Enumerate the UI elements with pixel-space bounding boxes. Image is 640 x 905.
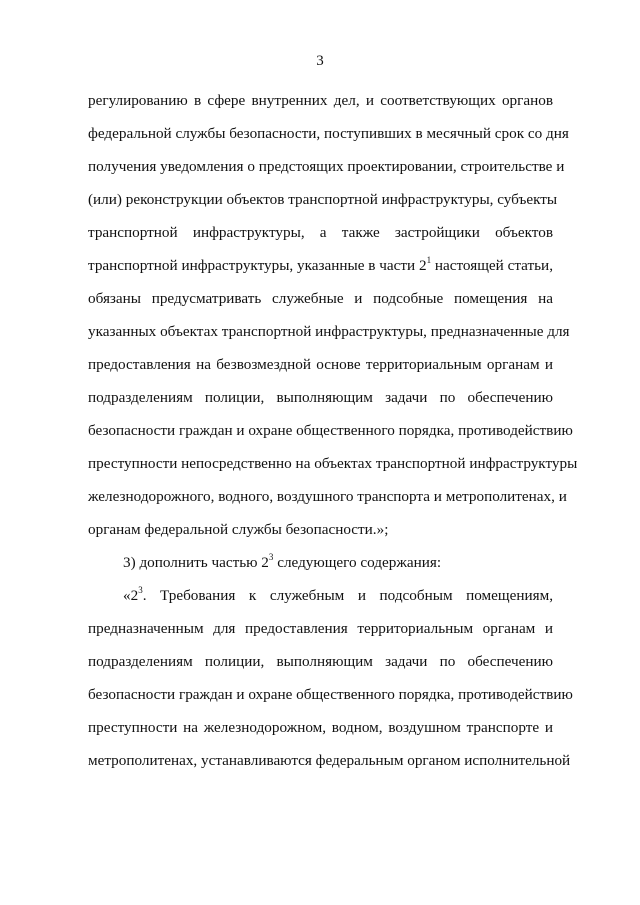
text-line: подразделениям полиции, выполняющим задачи по обеспечению [88, 389, 553, 406]
text-fragment: следующего содержания: [273, 554, 442, 571]
text-line: преступности на железнодорожном, водном, воздушном транспорте и [88, 719, 553, 736]
text-line: регулированию в сфере внутренних дел, и соответствующих органов [88, 92, 553, 109]
text-fragment: 3) дополнить частью 2 [123, 554, 269, 571]
superscript: 3 [138, 584, 143, 595]
text-line: получения уведомления о предстоящих проектировании, строительстве и [88, 158, 565, 175]
text-line: предоставления на безвозмездной основе территориальным органам и [88, 356, 553, 373]
superscript: 1 [426, 254, 432, 265]
text-line: органам федеральной службы безопасности.»; [88, 521, 389, 538]
page-number: 3 [316, 53, 324, 69]
text-line: преступности непосредственно на объектах транспортной инфраструктуры [88, 455, 578, 472]
superscript: 3 [268, 551, 274, 562]
text-line: обязаны предусматривать служебные и подсобные помещения на [88, 290, 553, 307]
text-line [123, 586, 553, 606]
text-line: федеральной службы безопасности, поступивших в месячный срок со дня [88, 125, 569, 142]
text-line: безопасности граждан и охране общественного порядка, противодействию [88, 422, 573, 439]
text-line: метрополитенах, устанавливаются федеральным органом исполнительной [88, 752, 571, 769]
text-fragment: «2 [123, 587, 139, 604]
text-line: предназначенным для предоставления территориальным органам и [88, 620, 553, 637]
text-fragment: настоящей статьи, [431, 257, 553, 274]
text-line: (или) реконструкции объектов транспортной инфраструктуры, субъекты [88, 191, 558, 208]
text-fragment: . Требования к служебным и подсобным помещениям, [142, 587, 553, 604]
text-line: транспортной инфраструктуры, а также застройщики объектов [88, 224, 553, 241]
text-line: указанных объектах транспортной инфраструктуры, предназначенные для [88, 323, 570, 340]
text-line: безопасности граждан и охране общественного порядка, противодействию [88, 686, 573, 703]
text-line [88, 256, 553, 276]
text-fragment: транспортной инфраструктуры, указанные в части 2 [88, 257, 427, 274]
text-line: железнодорожного, водного, воздушного транспорта и метрополитенах, и [88, 488, 567, 505]
text-line: подразделениям полиции, выполняющим задачи по обеспечению [88, 653, 553, 670]
text-line [123, 553, 553, 573]
